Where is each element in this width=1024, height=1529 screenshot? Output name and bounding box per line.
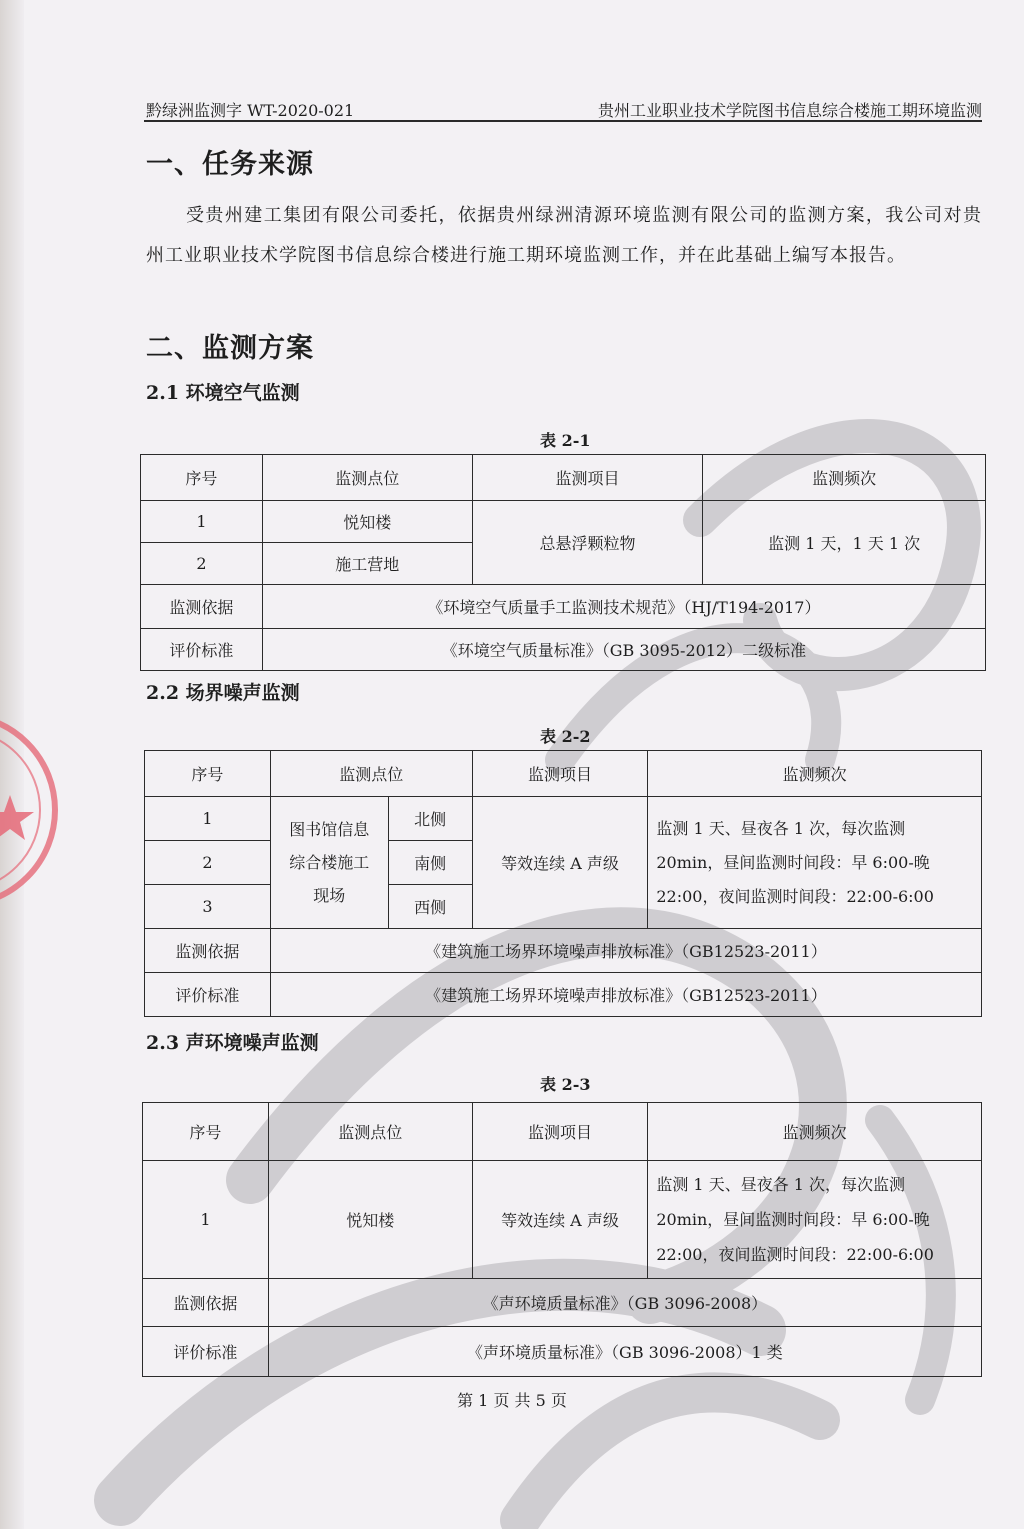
basis-row (145, 929, 982, 973)
table-2-2 (144, 750, 982, 1017)
table-row (141, 501, 986, 543)
standard-label: 评价标准 (141, 629, 263, 671)
table-header-row (141, 455, 986, 501)
standard-label: 评价标准 (145, 973, 271, 1017)
monitor-frequency (648, 1161, 982, 1279)
row-number: 1 (143, 1161, 269, 1279)
basis-label: 监测依据 (143, 1279, 269, 1327)
basis-value: 《环境空气质量手工监测技术规范》（HJ/T194-2017） (262, 585, 985, 629)
monitor-item: 总悬浮颗粒物 (472, 501, 703, 585)
header-cell: 监测点位 (262, 455, 472, 501)
section-2-title: 二、监测方案 (146, 333, 314, 364)
frequency-line: 20min，昼间监测时间段：早 6:00-晚 (656, 1210, 930, 1229)
basis-row (141, 585, 986, 629)
row-number: 1 (141, 501, 263, 543)
table-2-1 (140, 454, 986, 671)
header-cell: 监测频次 (648, 1103, 982, 1161)
header-cell: 监测频次 (703, 455, 986, 501)
frequency-line: 22:00，夜间监测时间段：22:00-6:00 (656, 1245, 934, 1264)
table-2-3 (142, 1102, 982, 1377)
basis-row (143, 1279, 982, 1327)
frequency-line: 20min，昼间监测时间段：早 6:00-晚 (656, 852, 930, 872)
page-footer: 第 1 页 共 5 页 (457, 1391, 567, 1410)
header-cell: 监测频次 (648, 751, 982, 797)
table-2-3-caption: 表 2-3 (540, 1075, 591, 1094)
standard-value: 《声环境质量标准》（GB 3096-2008）1 类 (268, 1327, 981, 1377)
standard-row (145, 973, 982, 1017)
monitor-frequency: 监测 1 天，1 天 1 次 (703, 501, 986, 585)
row-number: 2 (141, 543, 263, 585)
standard-row (143, 1327, 982, 1377)
red-seal-stamp (0, 700, 60, 920)
basis-value: 《建筑施工场界环境噪声排放标准》（GB12523-2011） (270, 929, 981, 973)
header-cell: 序号 (141, 455, 263, 501)
document-number: 黔绿洲监测字 WT-2020-021 (146, 101, 355, 120)
project-title: 贵州工业职业技术学院图书信息综合楼施工期环境监测 (597, 101, 982, 120)
header-cell: 监测项目 (472, 1103, 648, 1161)
section-1-body (146, 196, 982, 276)
subsection-2-2-title: 2.2 场界噪声监测 (146, 682, 300, 704)
header-cell: 监测点位 (268, 1103, 472, 1161)
table-header-row (145, 751, 982, 797)
header-cell: 监测项目 (472, 751, 648, 797)
site-line: 现场 (313, 886, 346, 905)
monitor-frequency (648, 797, 982, 929)
row-number: 2 (145, 841, 271, 885)
monitor-site: 悦知楼 (268, 1161, 472, 1279)
monitor-site (270, 797, 388, 929)
table-2-2-caption: 表 2-2 (540, 727, 591, 746)
section-1-text: 受贵州建工集团有限公司委托，依据贵州绿洲清源环境监测有限公司的监测方案，我公司对贵州工业职业技术学院图书信息综合楼进行施工期环境监测工作，并在此基础上编写本报告。 (146, 205, 982, 266)
frequency-line: 监测 1 天、昼夜各 1 次，每次监测 (656, 1175, 906, 1194)
site-line: 图书馆信息 (289, 820, 370, 839)
frequency-line: 22:00，夜间监测时间段：22:00-6:00 (656, 886, 934, 906)
monitor-item: 等效连续 A 声级 (472, 1161, 648, 1279)
header-cell: 序号 (143, 1103, 269, 1161)
basis-label: 监测依据 (141, 585, 263, 629)
monitor-side: 南侧 (388, 841, 472, 885)
header-cell: 监测点位 (270, 751, 472, 797)
frequency-line: 监测 1 天、昼夜各 1 次，每次监测 (656, 818, 906, 838)
monitor-site: 悦知楼 (262, 501, 472, 543)
table-row (143, 1161, 982, 1279)
subsection-2-3-title: 2.3 声环境噪声监测 (146, 1032, 319, 1054)
monitor-site: 施工营地 (262, 543, 472, 585)
table-header-row (143, 1103, 982, 1161)
row-number: 1 (145, 797, 271, 841)
monitor-item: 等效连续 A 声级 (472, 797, 648, 929)
header-cell: 序号 (145, 751, 271, 797)
basis-value: 《声环境质量标准》（GB 3096-2008） (268, 1279, 981, 1327)
standard-value: 《环境空气质量标准》（GB 3095-2012）二级标准 (262, 629, 985, 671)
section-1-title: 一、任务来源 (146, 149, 314, 180)
basis-label: 监测依据 (145, 929, 271, 973)
page-header (144, 96, 982, 122)
monitor-side: 西侧 (388, 885, 472, 929)
standard-value: 《建筑施工场界环境噪声排放标准》（GB12523-2011） (270, 973, 981, 1017)
site-line: 综合楼施工 (289, 853, 370, 872)
table-2-1-caption: 表 2-1 (540, 431, 591, 450)
standard-label: 评价标准 (143, 1327, 269, 1377)
header-cell: 监测项目 (472, 455, 703, 501)
subsection-2-1-title: 2.1 环境空气监测 (146, 382, 300, 404)
table-row (145, 797, 982, 841)
monitor-side: 北侧 (388, 797, 472, 841)
standard-row (141, 629, 986, 671)
row-number: 3 (145, 885, 271, 929)
